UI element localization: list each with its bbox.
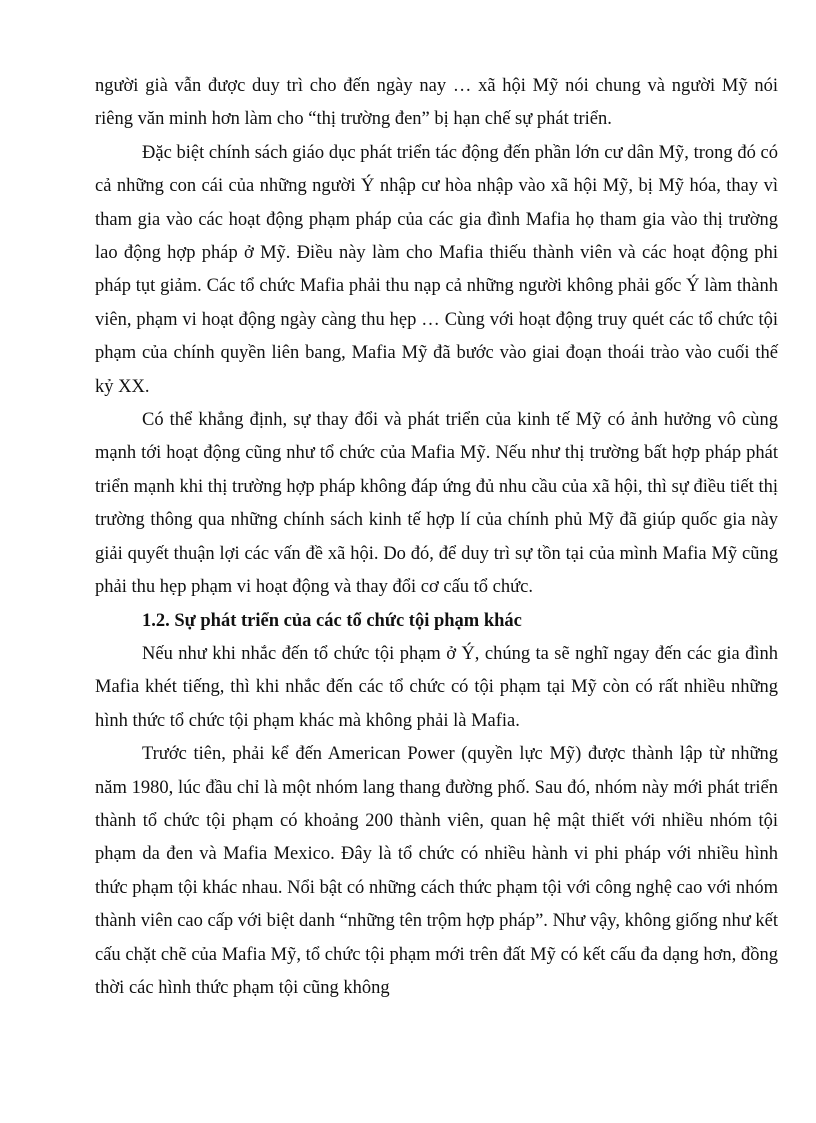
paragraph-american-power: Trước tiên, phải kể đến American Power (quyền lực Mỹ) được thành lập từ những năm 1980, lúc đầu chỉ là một nhóm lang thang đường phố. Sau đó, nhóm này mới phát triển thành tổ chức tội phạm có khoảng 200 thành viên, quan hệ mật thiết với nhiều nhóm tội phạm da đen và Mafia Mexico. Đây là tổ chức có nhiều hành vi phi pháp với nhiều hình thức phạm tội khác nhau. Nổi bật có những cách thức phạm tội với công nghệ cao với nhóm thành viên cao cấp với biệt danh “những tên trộm hợp pháp”. Như vậy, không giống như kết cấu chặt chẽ của Mafia Mỹ, tổ chức tội phạm mới trên đất Mỹ có kết cấu đa dạng hơn, đồng thời các hình thức phạm tội cũng không [95,744,778,998]
paragraph-economy-impact: Có thể khẳng định, sự thay đổi và phát triển của kinh tế Mỹ có ảnh hưởng vô cùng mạnh tới hoạt động cũng như tổ chức của Mafia Mỹ. Nếu như thị trường bất hợp pháp phát triển mạnh khi thị trường hợp pháp không đáp ứng đủ nhu cầu của xã hội, thì sự điều tiết thị trường thông qua những chính sách kinh tế hợp lí của chính phủ Mỹ đã giúp quốc gia này giải quyết thuận lợi các vấn đề xã hội. Do đó, để duy trì sự tồn tại của mình Mafia Mỹ cũng phải thu hẹp phạm vi hoạt động và thay đổi cơ cấu tổ chức. [95,410,778,598]
paragraph-other-organizations: Nếu như khi nhắc đến tổ chức tội phạm ở Ý, chúng ta sẽ nghĩ ngay đến các gia đình Mafia khét tiếng, thì khi nhắc đến các tổ chức có tội phạm tại Mỹ còn có rất nhiều những hình thức tổ chức tội phạm khác mà không phải là Mafia. [95,643,778,731]
paragraph-education-policy: Đặc biệt chính sách giáo dục phát triển tác động đến phần lớn cư dân Mỹ, trong đó có cả những con cái của những người Ý nhập cư hòa nhập vào xã hội Mỹ, bị Mỹ hóa, thay vì tham gia vào các hoạt động phạm pháp của các gia đình Mafia họ tham gia vào thị trường lao động hợp pháp ở Mỹ. Điều này làm cho Mafia thiếu thành viên và các hoạt động phi pháp tụt giảm. Các tổ chức Mafia phải thu nạp cả những người không phải gốc Ý làm thành viên, phạm vi hoạt động ngày càng thu hẹp … Cùng với hoạt động truy quét các tổ chức tội phạm của chính quyền liên bang, Mafia Mỹ đã bước vào giai đoạn thoái trào vào cuối thế kỷ XX. [95,142,778,397]
document-page [95,70,778,1005]
paragraph-continuation: người già vẫn được duy trì cho đến ngày nay … xã hội Mỹ nói chung và người Mỹ nói riêng văn minh hơn làm cho “thị trường đen” bị hạn chế sự phát triển. [95,76,778,130]
section-heading: 1.2. Sự phát triển của các tổ chức tội phạm khác [142,610,522,631]
